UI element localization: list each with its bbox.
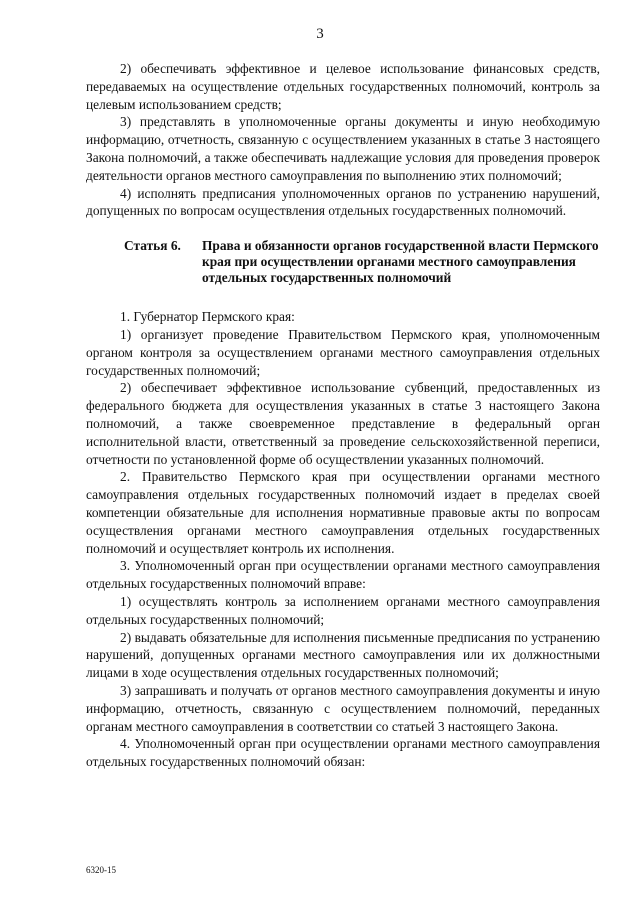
paragraph: 2) обеспечивать эффективное и целевое использование финансовых средств, передаваемых на осуществление отдельных государственных полномочий, контроль за целевым использованием средств;: [86, 61, 600, 112]
document-body: [86, 60, 600, 771]
paragraph: 3) представлять в уполномоченные органы документы и иную необходимую информацию, отчетность, связанную с осуществлением указанных в статье 3 настоящего Закона полномочий, а также обеспечивать надлежащие условия для проведения проверок деятельности органов местного самоуправления по выполнению этих полномочий;: [86, 114, 600, 183]
paragraph: 4) исполнять предписания уполномоченных органов по устранению нарушений, допущенных по вопросам осуществления отдельных государственных полномочий.: [86, 185, 600, 219]
article-heading: [86, 238, 600, 286]
paragraph: 1) организует проведение Правительством Пермского края, уполномоченным органом контроля за осуществлением органами местного самоуправления отдельных государственных полномочий;: [86, 326, 600, 378]
paragraph: 2) обеспечивает эффективное использование субвенций, предоставленных из федерального бюджета для осуществления указанных в статье 3 настоящего Закона полномочий, а также своевременное представление в федеральный орган исполнительной власти, ответственный за проведение сельскохозяйственной переписи, отчетности по установленной форме об осуществлении указанных полномочий.: [86, 380, 600, 467]
paragraph: 3. Уполномоченный орган при осуществлении органами местного самоуправления отдельных государственных полномочий вправе:: [86, 558, 600, 592]
page-number: 3: [316, 26, 324, 42]
article-number: Статья 6.: [124, 238, 181, 254]
paragraph: 2. Правительство Пермского края при осуществлении органами местного самоуправления отдельных государственных полномочий издает в пределах своей компетенции обязательные для исполнения нормативные правовые акты по вопросам осуществления органами местного самоуправления отдельных государственных полномочий и осуществляет контроль их исполнения.: [86, 469, 600, 556]
footer-code: 6320-15: [86, 865, 116, 875]
paragraph: 2) выдавать обязательные для исполнения письменные предписания по устранению нарушений, допущенных органами местного самоуправления или их должностными лицами в ходе осуществления отдельных государственных полномочий;: [86, 629, 600, 681]
paragraph: 1. Губернатор Пермского края:: [120, 309, 295, 325]
paragraph: 1) осуществлять контроль за исполнением органами местного самоуправления отдельных государственных полномочий;: [86, 593, 600, 627]
paragraph: 3) запрашивать и получать от органов местного самоуправления документы и иную информацию, отчетность, связанную с осуществлением полномочий, переданных органам местного самоуправления в соответствии со статьей 3 настоящего Закона.: [86, 682, 600, 734]
article-title: Права и обязанности органов государственной власти Пермского края при осуществлении органами местного самоуправления отдельных государственных полномочий: [202, 238, 599, 286]
paragraph: 4. Уполномоченный орган при осуществлении органами местного самоуправления отдельных государственных полномочий обязан:: [86, 736, 600, 770]
